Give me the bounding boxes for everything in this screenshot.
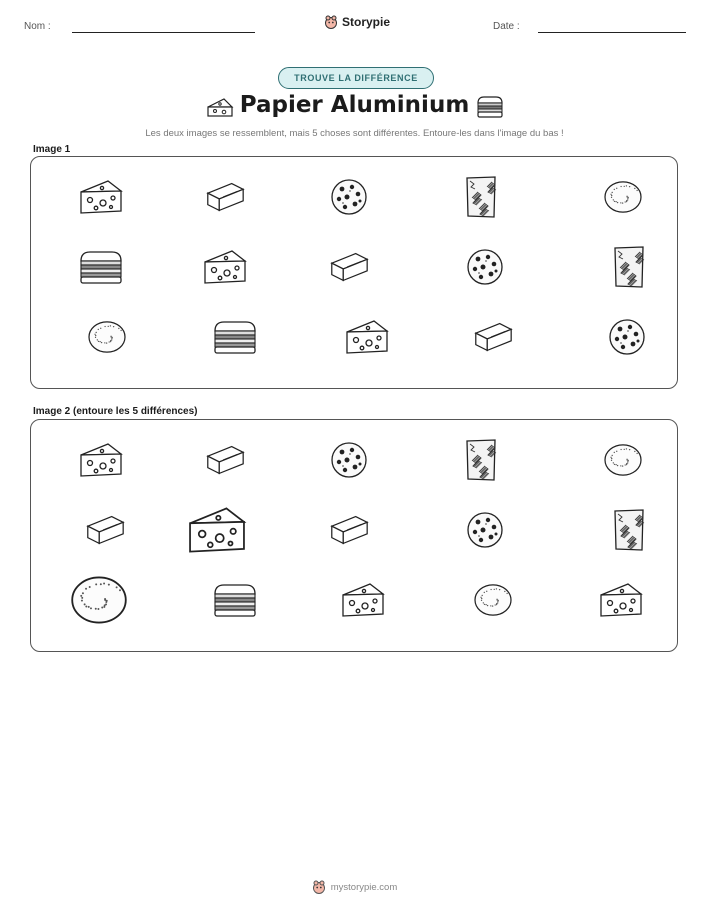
- sandwich-icon[interactable]: [77, 247, 125, 287]
- butter-icon[interactable]: [203, 179, 247, 215]
- title-sandwich-icon: [475, 94, 505, 125]
- butter-icon[interactable]: [471, 319, 515, 355]
- image1-panel[interactable]: [30, 156, 678, 389]
- cookie-icon[interactable]: [329, 177, 369, 217]
- cheese-icon[interactable]: [340, 581, 386, 619]
- butter-icon[interactable]: [327, 512, 371, 548]
- potato-icon[interactable]: [472, 582, 514, 618]
- image2-panel[interactable]: [30, 419, 678, 652]
- date-field-line[interactable]: [538, 32, 686, 33]
- cookie-icon[interactable]: [329, 440, 369, 480]
- activity-badge: TROUVE LA DIFFÉRENCE: [278, 67, 434, 89]
- storypie-mascot-icon: [312, 880, 326, 894]
- cookie-icon[interactable]: [465, 247, 505, 287]
- cheese-icon[interactable]: [598, 581, 644, 619]
- name-field-line[interactable]: [72, 32, 255, 33]
- potato-icon[interactable]: [602, 179, 644, 215]
- cheese-icon[interactable]: [186, 503, 248, 557]
- cheese-icon[interactable]: [202, 248, 248, 286]
- cheese-icon[interactable]: [78, 441, 124, 479]
- storypie-mascot-icon: [324, 15, 338, 29]
- cookie-icon[interactable]: [465, 510, 505, 550]
- potato-icon[interactable]: [86, 319, 128, 355]
- foil-icon[interactable]: [464, 438, 498, 482]
- butter-icon[interactable]: [83, 512, 127, 548]
- cheese-icon[interactable]: [344, 318, 390, 356]
- sandwich-icon[interactable]: [211, 317, 259, 357]
- image1-label: Image 1: [33, 144, 71, 155]
- butter-icon[interactable]: [203, 442, 247, 478]
- brand-logo: [324, 15, 390, 29]
- instructions-text: Les deux images se ressemblent, mais 5 choses sont différentes. Entoure-les dans l'image du bas !: [145, 128, 564, 139]
- brand-name: Storypie: [342, 15, 391, 29]
- foil-icon[interactable]: [612, 508, 646, 552]
- footer-url: mystorypie.com: [330, 881, 398, 893]
- potato-icon[interactable]: [602, 442, 644, 478]
- sandwich-icon[interactable]: [211, 580, 259, 620]
- butter-icon[interactable]: [327, 249, 371, 285]
- name-label: Nom :: [24, 21, 51, 32]
- foil-icon[interactable]: [612, 245, 646, 289]
- date-label: Date :: [493, 21, 520, 32]
- cheese-icon[interactable]: [78, 178, 124, 216]
- foil-icon[interactable]: [464, 175, 498, 219]
- footer: [0, 880, 709, 894]
- cookie-icon[interactable]: [607, 317, 647, 357]
- page-title: Papier Aluminium: [239, 92, 470, 118]
- potato-icon[interactable]: [68, 573, 130, 627]
- image2-label: Image 2 (entoure les 5 différences): [33, 406, 198, 417]
